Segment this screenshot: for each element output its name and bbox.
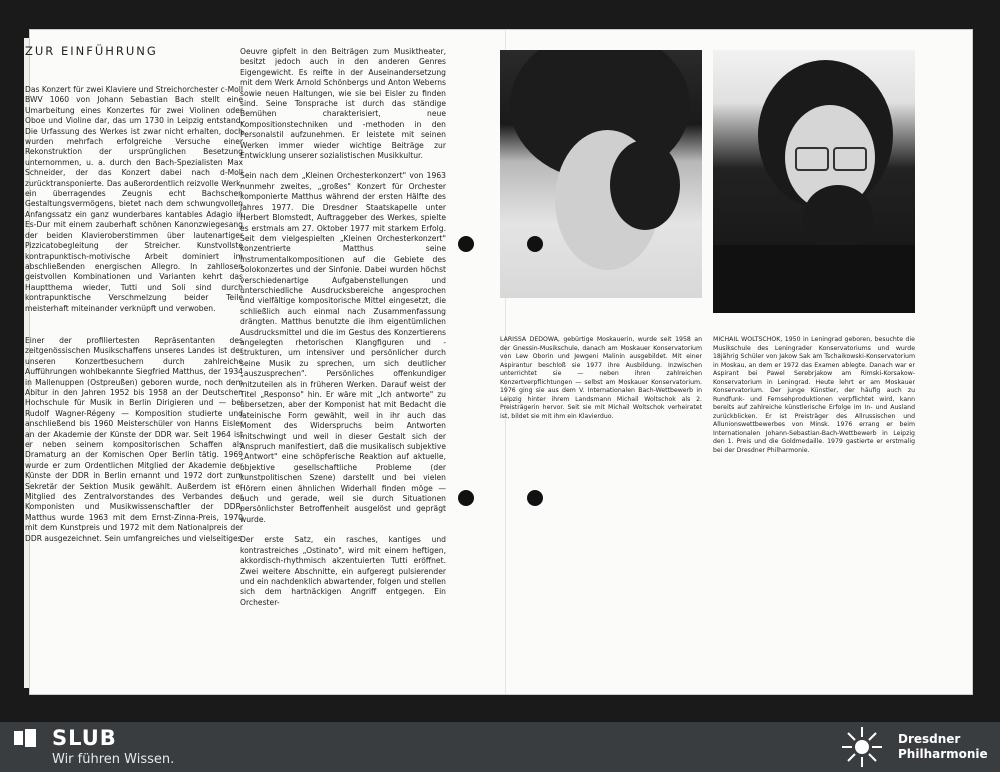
paragraph-matthus-bio: Einer der profiliertesten Repräsentanten des zeitgenössischen Musikschaffens unseres Landes ist der unseren Konzertbesuchern durch zahlreiche Aufführungen wohlbekannte Siegfried Matthus, der 1934 in Mallenuppen (Ostpreußen) geboren wurde, noch dem Abitur in den Jahren 1952 bis 1958 an der Deutschen Hochschule für Musik in Berlin Dirigieren und — bei Rudolf Wagner-Régeny — Komposition studierte und anschließend bis 1960 Meisterschüler von Hanns Eisler an der Akademie der Künste der DDR war. Seit 1964 ist er neben seinem kompositorischen Schaffen als Dramaturg an der Komischen Oper Berlin tätig. 1969 wurde er zum Ordentlichen Mitglied der Akademie der Künste der DDR in Berlin ernannt und 1972 dort zum Sekretär der Sektion Musik gewählt. Außerdem ist er Mitglied des Zentralvorstandes des Verbandes der Komponisten und Musikwissenschaftler der DDR. Matthus wurde 1963 mit dem Ernst-Zinna-Preis, 1970 mit dem Kunstpreis und 1972 mit dem Nationalpreis der DDR ausgezeichnet. Sein umfangreiches und vielseitiges [25, 335, 243, 543]
paragraph-bach: Das Konzert für zwei Klaviere und Streichorchester c-Moll BWV 1060 von Johann Sebastian Bach stellt eine Umarbeitung eines Konzertes für zwei Violinen oder Oboe und Violine dar, das um 1730 in Leipzig entstand. Die Urfassung des Werkes ist zwar nicht erhalten, doch wurden mehrfach erfolgreiche Versuche einer Rekonstruktion der ursprünglichen Besetzung unternommen, u. a. durch den Bach-Spezialisten Max Schneider, der das Konzert dabei nach d-Moll zurücktransponierte. Das außerordentlich reizvolle Werk, ein überragendes Zeugnis echt Bachschen Gestaltungsvermögens, bietet nach dem schwungvollen Anfangssatz ein ganz wunderbares kantables Adagio in Es-Dur mit einem zauberhaft schönen Kanonzwiegesang der beiden Klavieroberstimmen über lautenartiger Pizzicatobegleitung der Streicher. Kunstvollste kontrapunktisch-motivische Arbeit dominiert im abschließenden energischen Allegro. In zahllosen geistvollen Kombinationen und Varianten kehrt das Hauptthema wieder, Tutti und Soli sind durch kontrapunktische Verschmelzung beider Teile meisterhaft miteinander verknüpft und verwoben. [25, 85, 243, 313]
dp-line-1: Dresdner [898, 732, 961, 746]
photo-larissa-dedowa [500, 50, 702, 298]
paragraph-first-movement: Der erste Satz, ein rasches, kantiges und kontrastreiches „Ostinato", wird mit einem heftigen, akkordisch-rhythmisch akzentuierten Tutti eröffnet. Zwei weitere Abschnitte, ein aufgeregt pulsierender und ein nachdenklich abwartender, folgen und stellen sich dem hartnäckigen Angriff entgegen. Ein Orchester- [240, 535, 446, 607]
dresdner-philharmonie-name [898, 732, 988, 762]
slub-title[interactable]: SLUB [52, 726, 117, 750]
caption-dedowa: LARISSA DEDOWA, gebürtige Moskauerin, wurde seit 1958 an der Gnessin-Musikschule, danach am Moskauer Konservatorium von Lew Oborin und Jewgeni Malinin ausgebildet. Mit einer Aspirantur beschloß sie 1977 ihre Ausbildung. Inzwischen unterrichtet sie — neben ihren zahlreichen Konzertverpflichtungen — selbst am Moskauer Konservatorium. 1976 ging sie aus dem V. Internationalen Bach-Wettbewerb in Leipzig hinter ihrem Landsmann Michail Woltschok als 2. Preisträgerin hervor. Seit sie mit Michail Woltschok verheiratet ist, bildet sie mit ihm ein Klavierduo. [500, 336, 702, 420]
paragraph-responso: Sein nach dem „Kleinen Orchesterkonzert" von 1963 nunmehr zweites, „großes" Konzert für Orchester komponierte Matthus während der ersten Hälfte des Jahres 1977. Die Dresdner Staatskapelle unter Herbert Blomstedt, Auftraggeber des Werkes, spielte es erstmals am 27. Oktober 1977 mit starkem Erfolg. Seit dem vielgespielten „Kleinen Orchesterkonzert" konzentrierte Matthus seine Instrumentalkompositionen auf die Gebiete des Solokonzertes und der Sinfonie. Dabei wurden höchst verschiedenartige Aufgabenstellungen und unterschiedliche Ausdrucksbereiche angesprochen und vielfältige kompositorische Mittel eingesetzt, die schließlich auch einmal nach Zusammenfassung drängten. Matthus benutzte die ihm eigentümlichen Ausdrucksmittel und die im Gestus des Konzertierens angelegten rhetorischen Klangfiguren und -strukturen, um intensiver und persönlicher durch seine Musik zu sprechen, um sich deutlicher „auszusprechen". Persönliches offenkundiger mitzuteilen als in früheren Werken. Darauf weist der Titel „Responso" hin. Er wäre mit „Ich antworte" zu übersetzen, aber der Komponist hat mit Bedacht die lateinische Form gewählt, weil in ihr auch das Moment des Widerspruchs beim Antworten mitschwingt und weil in dieser Gestalt sich der Anspruch manifestiert, daß die musikalisch subjektive „Antwort" eine schöpferische Reaktion auf aktuelle, objektive gesellschaftliche Probleme (der kunstpolitischen Szene) darstellt und bei vielen Hörern einen ähnlichen Widerhall finden möge — auch und gerade, weil sie durch Situationen persönlichster Betroffenheit ausgelöst und geprägt wurde. [240, 171, 446, 524]
text-column-1 [25, 85, 243, 554]
punch-hole [527, 236, 543, 252]
footer-bar [0, 722, 1000, 772]
dresdner-philharmonie-logo-icon [838, 725, 886, 769]
punch-hole [458, 490, 474, 506]
photo-michail-woltschok [713, 50, 915, 313]
punch-hole [527, 490, 543, 506]
caption-woltschok: MICHAIL WOLTSCHOK, 1950 in Leningrad geboren, besuchte die Musikschule des Leningrader Konservatoriums und wurde 18jährig Schüler von Jakow Sak am Tschaikowski-Konservatorium in Moskau, an dem er 1972 das Examen ablegte. Danach war er Aspirant bei Pawel Serebrjakow am Rimski-Korsakow-Konservatorium in Leningrad. Heute lehrt er am Moskauer Konservatorium. Der junge Künstler, der häufig auch zu Rundfunk- und Fernsehproduktionen verpflichtet wird, kann bereits auf zahlreiche künstlerische Erfolge im In- und Ausland zurückblicken. Er ist Preisträger des Allrussischen und Allunionswettbewerbes von Minsk. 1976 errang er beim Internationalen Johann-Sebastian-Bach-Wettbewerb in Leipzig den 1. Preis und die Goldmedaille. 1979 gastierte er erstmalig bei der Dresdner Philharmonie. [713, 336, 915, 454]
slub-logo-icon [12, 728, 38, 748]
text-column-2 [240, 47, 446, 618]
heading: ZUR EINFÜHRUNG [25, 44, 158, 58]
paragraph-oeuvre: Oeuvre gipfelt in den Beiträgen zum Musiktheater, besitzt jedoch auch in den anderen Genres Eigengewicht. Es reifte in der Auseinandersetzung mit dem Werk Arnold Schönbergs und Anton Weberns sowie neuen Haltungen, wie sie bei Eisler zu finden sind. Seine Tonsprache ist durch das ständige Bemühen charakterisiert, neue Kompositionstechniken und -methoden in den Personalstil aufzunehmen. Er leistete mit seinen Werken immer wieder wichtige Beiträge zur Entwicklung unserer sozialistischen Musikkultur. [240, 47, 446, 161]
dp-line-2: Philharmonie [898, 747, 988, 761]
punch-hole [458, 236, 474, 252]
slub-tagline: Wir führen Wissen. [52, 752, 175, 767]
